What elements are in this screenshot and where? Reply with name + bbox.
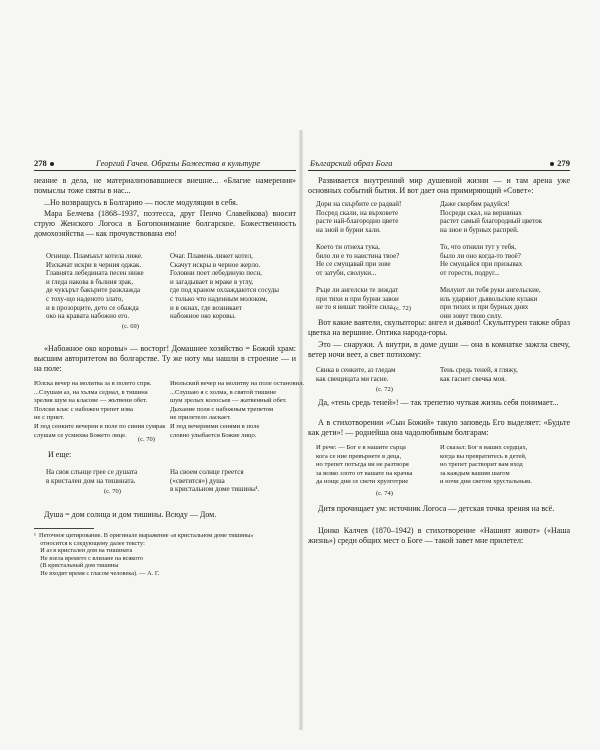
left-running-head — [34, 158, 296, 168]
left-citation-2: (с. 70) — [138, 436, 155, 443]
right-citation-1: (с. 72) — [394, 305, 411, 312]
page-bullet — [50, 162, 54, 166]
left-paragraph-3: Мара Белчева (1868–1937, поэтесса, друг Пенчо Славейкова) вносит струю Женского Логоса в Богопонимание болгарское. Божественность домохозяйства — как прочувствована ею! — [34, 209, 296, 239]
left-verse-3-bulgarian: На своя слънце грее се душата в кристален дом на тишината. — [46, 468, 138, 485]
right-verse-2-bulgarian: Сянка в сенките, аз гледам как свещицата ми гасне. — [316, 366, 396, 383]
right-verse-1-russian: Даже скорбям радуйся! Посреди скал, на вершинах растет самый благородный цветок на зное и бурных распрей. То, что отняли тут у тебя, было ли оно когда-то твоё? Не смущайся при призывах от горести, подруг... Милуют ли тебя руки ангельские, иль ударяют дьявольские кулаки при тихих и при бурных днях они зовут твою силу. — [440, 200, 543, 320]
left-paragraph-5: И еще: — [48, 450, 72, 459]
right-paragraph-3: Это — снаружи. А внутри, в доме души — она в комнатке зажгла свечу, ветер ночи веет, а свет потихому: — [308, 340, 570, 360]
left-citation-3: (с. 70) — [104, 488, 121, 495]
left-page-number: 278 — [34, 158, 47, 168]
right-paragraph-1: Развивается внутренний мир душевной жизни — и там арена уже основных событий бытия. И вот дает она примиряющий «Совет»: — [308, 176, 570, 196]
right-paragraph-2: Вот какие ваятели, скульпторы: ангел и дьявол! Скульптурен также образ цветка на вершине. Оптика народа-горы. — [308, 318, 570, 338]
left-header-rule — [34, 170, 296, 171]
left-verse-1-russian: Очаг. Пламень лижет котел, Скачут искры в черное жерло. Головни поет лебединую песн, и загадывает в мраке в углу, где под краном охлаждаются сосуды с только что наденным молоком, и в окнах, где возникает набожное око коровы. — [170, 252, 280, 321]
left-verse-2-russian: Июльский вечер на молитву на поле остановил. ...Слушаю я с холма, в святой тишине шум зрелых колосьев — жатвенный обет. Дыхание поля с набожным трепетом не прилетело ласкает. И под вечерними сенями в поле словно улыбается Божие лицо. — [170, 380, 305, 439]
left-footnote: ¹ Неточное цитирование. В оригинале выражение «в кристальном доме тишины» относится к следующему далее тексту: И аз в кристален дом на тишината Не взела времето с влизане на всякото (В кристальный дом тишины Не входит время с гласом человека). — А. Г. — [34, 532, 254, 577]
left-citation-1: (с. 69) — [122, 323, 139, 330]
right-citation-2: (с. 72) — [376, 386, 393, 393]
left-paragraph-6: Душа = дом солнца и дом тишины. Всюду — Дом. — [44, 510, 217, 519]
right-page-number: 279 — [557, 158, 570, 168]
left-verse-1-bulgarian: Огнище. Пламъкът котела лиже. Изскачат искри в черния оджак. Главнята лебедината песен ниже и гледа накова в бълния зрак, де чукърът бакърите разклажда с тоху-що наденото злато, и в прозорците, дето се обажда око на кравата набожно его. — [46, 252, 144, 321]
left-verse-3-russian: На своем солнце греется («светится») душа в кристальном доме тишины¹. — [170, 468, 260, 494]
left-paragraph-1: неание в дела, не материализовавшиеся внешне... «Благие намерения» помыслы тоже святы в нас... — [34, 176, 296, 196]
right-citation-3: (с. 74) — [376, 490, 393, 497]
right-verse-1-bulgarian: Дори на скърбите се радвай! Посред скали, на върховете расте най-благородно цвете на зной и бурни хали. Което ти отнеха тука, било ли е то наистина твое? Не се смущавай при зове от затуби, сволуки... Ръце ли ангелски те зиждат при тихи и при бурни завои не то я вишат твойте сила. — [316, 200, 402, 312]
right-verse-3-russian: И сказал: Бог в ваших сердцах, когда вы превратитесь в детей, но трепет растворит вам вход зa каждым вашим шагом и ночи дни светом хрустальным. — [440, 444, 532, 486]
right-paragraph-5: А в стихотворении «Сын Божий» такую заповедь Его выделяет: «Будьте как дети»! — роднейша она чадолюбивым болгарам: — [308, 418, 570, 438]
footnote-rule — [34, 528, 94, 529]
left-paragraph-2: ...Но возвращусь в Болгарию — после модуляции в себя. — [44, 198, 238, 207]
right-verse-3-bulgarian: И рече: — Бог е в нашите сърца кога се ние превърнете в деца, но трепет потъгда ви не разтворя за всяко злото от вашате на крачка да ноще дни сe свети хрулготрие — [316, 444, 413, 486]
right-verse-2-russian: Тень средь теней, я гляжу, как гаснет свечка моя. — [440, 366, 518, 383]
right-paragraph-6: Дитя прочищает ум: источник Логоса — детская точка зрения на всё. — [318, 504, 555, 513]
left-running-title: Георгий Гачев. Образы Божества в культуре — [96, 158, 261, 168]
right-paragraph-7: Цонко Калчев (1870–1942) в стихотворение «Нашият живот» («Наша жизнь») среди общих мест о Боге — такой завет мне прилетел: — [308, 526, 570, 546]
left-verse-2-bulgarian: Юлска вечер на молитва за в полето спря. ...Слушам аз, на хълма седнал, в тишина зрелия шум на класове — жътвени обет. Полски клас с набожен трепет изва не с прнет. И под сенките вечерни в поле по синия сумрак слушам се усмихва Божето лице. — [34, 380, 166, 439]
page-bullet — [550, 162, 554, 166]
right-paragraph-4: Да, «тень средь теней»! — так трепетно чуткая жизнь себя понимает... — [318, 398, 559, 407]
right-header-rule — [308, 170, 570, 171]
left-paragraph-4: «Набожное око коровы» — восторг! Домашнее хозяйство = Божий храм: высшим авторитетом во болгарстве. Ту же ноту мы нашли в строение — и на поле: — [34, 344, 296, 374]
right-running-title: Българский образ Бога — [310, 158, 393, 168]
